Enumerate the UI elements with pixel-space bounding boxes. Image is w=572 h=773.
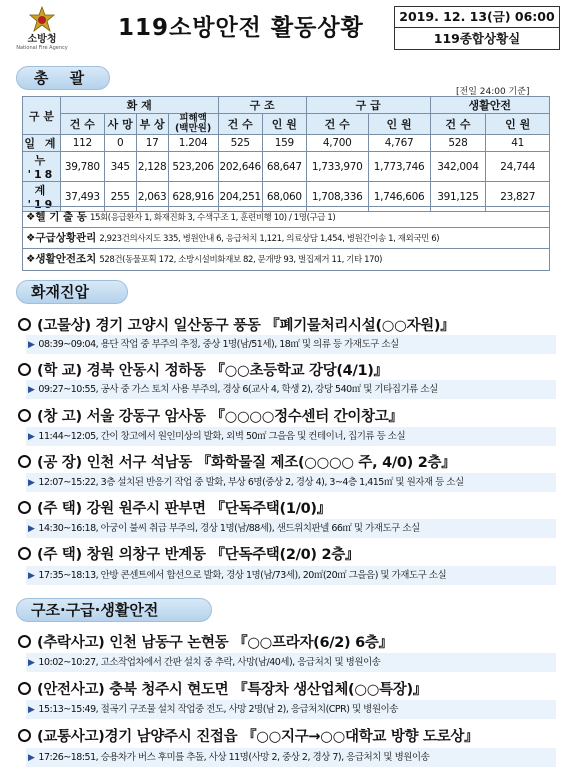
agency-logo [16,6,68,52]
list-item [18,631,393,652]
logo-subtext: National Fire Agency [16,45,68,51]
list-item [18,451,455,472]
info-text: 15회(응급환자 1, 화재진화 3, 수색구조 1, 훈련비행 10) / 1명(구급 1) [89,213,336,223]
logo-text: 소방청 [27,34,57,45]
item-title: (공 장) 인천 서구 석남동 『화학물질 제조(○○○○ 주, 4/0) 2층』 [37,455,456,471]
table-cell: 159 [262,135,306,152]
triangle-bullet-icon: ▶ [28,524,35,534]
summary-heading: 총 괄 [16,66,110,90]
summary-info [22,206,550,271]
list-item [18,678,427,699]
triangle-bullet-icon: ▶ [28,432,35,442]
list-item [18,497,331,518]
triangle-bullet-icon: ▶ [28,340,35,350]
circle-bullet-icon [18,318,31,331]
circle-bullet-icon [18,729,31,742]
table-cell: 23,827 [486,182,550,212]
rescue-section-heading: 구조·구급·생활안전 [16,598,212,622]
row-label: 계 '19 [23,182,61,212]
table-cell: 24,744 [486,152,550,182]
circle-bullet-icon [18,363,31,376]
fire-agency-emblem-icon [27,6,57,34]
triangle-bullet-icon: ▶ [28,705,35,715]
col-fire-count: 건 수 [60,114,104,135]
row-label: 일 계 [23,135,61,152]
circle-bullet-icon [18,635,31,648]
col-rescue-persons: 인 원 [262,114,306,135]
table-cell: 528 [430,135,486,152]
col-ems-count: 건 수 [306,114,368,135]
info-row-helicopter [23,207,549,228]
table-cell: 2,063 [136,182,168,212]
col-fire-damage-label: 피해액 [179,113,207,124]
circle-bullet-icon [18,547,31,560]
item-detail-text: 17:26~18:51, 승용차가 버스 후미를 추돌, 사상 11명(사망 2, 중상 2, 경상 7), 응급처치 및 병원이송 [38,752,430,763]
list-item [18,405,403,426]
item-detail-text: 09:27~10:55, 공사 중 가스 토치 사용 부주의, 경상 6(교사 4, 학생 2), 강당 540㎡ 및 기타집기류 소실 [38,384,438,395]
list-item [18,725,478,746]
item-detail-text: 08:39~09:04, 용단 작업 중 부주의 추정, 중상 1명(남/51세), 18㎡ 및 의류 등 가재도구 소실 [38,339,399,350]
circle-bullet-icon [18,455,31,468]
table-cell: 204,251 [218,182,262,212]
table-cell: 255 [104,182,136,212]
item-title: (주 택) 창원 의창구 반계동 『단독주택(2/0) 2층』 [37,547,360,563]
report-header [0,0,572,58]
item-detail-text: 14:30~16:18, 아궁이 불씨 취급 부주의, 경상 1명(남/88세), 샌드위치판넬 66㎡ 및 가재도구 소실 [38,523,420,534]
circle-bullet-icon [18,682,31,695]
table-row [23,135,550,152]
triangle-bullet-icon: ▶ [28,753,35,763]
item-detail [26,335,556,354]
table-cell: 523,206 [168,152,218,182]
table-cell: 4,767 [368,135,430,152]
col-fire-damage-unit: (백만원) [174,123,212,134]
item-title: (창 고) 서울 강동구 암사동 『○○○○정수센터 간이창고』 [37,409,403,425]
table-cell: 112 [60,135,104,152]
fire-section-heading: 화재진압 [16,280,128,304]
triangle-bullet-icon: ▶ [28,385,35,395]
report-office: 119종합상황실 [433,31,521,46]
table-cell: 1,708,336 [306,182,368,212]
table-cell: 4,700 [306,135,368,152]
list-item [18,359,388,380]
item-detail [26,566,556,585]
item-detail-text: 10:02~10:27, 고소작업차에서 간판 설치 중 추락, 사망(남/40세), 응급처치 및 병원이송 [38,657,381,668]
table-cell: 0 [104,135,136,152]
table-row [23,152,550,182]
list-item [18,314,454,335]
item-detail [26,653,556,672]
col-fire-damage [168,114,218,135]
page-title: 119소방안전 활동상황 [118,15,364,41]
table-cell: 39,780 [60,152,104,182]
col-ems-persons: 인 원 [368,114,430,135]
item-title: (안전사고) 충북 청주시 현도면 『특장차 생산업체(○○특장)』 [37,682,427,698]
table-cell: 68,647 [262,152,306,182]
item-title: (주 택) 강원 원주시 판부면 『단독주택(1/0)』 [37,501,331,517]
item-title: (추락사고) 인천 남동구 논현동 『○○프라자(6/2) 6층』 [37,635,393,651]
table-cell: 628,916 [168,182,218,212]
item-detail [26,748,556,767]
list-item [18,543,359,564]
item-title: (고물상) 경기 고양시 일산동구 풍동 『폐기물처리시설(○○자원)』 [37,318,455,334]
summary-basis: [전일 24:00 기준] [456,87,530,97]
table-cell: 1,733,970 [306,152,368,182]
item-title: (학 교) 경북 안동시 정하동 『○○초등학교 강당(4/1)』 [37,363,388,379]
table-cell: 525 [218,135,262,152]
info-text: 2,923건의사지도 335, 병원안내 6, 응급처치 1,121, 의료상담 1,454, 병원간이송 1, 재외국민 6) [99,234,440,244]
col-group-safety: 생활안전 [430,97,549,114]
item-detail [26,519,556,538]
info-label: ❖구급상황관리 [26,232,97,244]
info-label: ❖헬 기 출 동 [26,211,87,223]
triangle-bullet-icon: ▶ [28,478,35,488]
col-rescue-count: 건 수 [218,114,262,135]
table-cell: 1,773,746 [368,152,430,182]
table-cell: 2,128 [136,152,168,182]
table-cell: 41 [486,135,550,152]
col-group-rescue: 구 조 [218,97,306,114]
circle-bullet-icon [18,409,31,422]
col-group-ems: 구 급 [306,97,430,114]
summary-table [22,96,550,212]
table-cell: 1.204 [168,135,218,152]
row-label: 누 '18 [23,152,61,182]
item-detail-text: 11:44~12:05, 간이 창고에서 원인미상의 발화, 외벽 50㎡ 그을음 및 컨테이너, 집기류 등 소실 [38,431,406,442]
item-detail [26,700,556,719]
col-fire-injury: 부 상 [136,114,168,135]
table-cell: 37,493 [60,182,104,212]
item-detail [26,380,556,399]
info-row-ems-management [23,228,549,249]
col-safety-persons: 인 원 [486,114,550,135]
table-cell: 68,060 [262,182,306,212]
col-group-fire: 화 재 [60,97,218,114]
date-box [394,6,560,50]
item-detail [26,427,556,446]
triangle-bullet-icon: ▶ [28,658,35,668]
table-cell: 391,125 [430,182,486,212]
table-cell: 345 [104,152,136,182]
table-cell: 202,646 [218,152,262,182]
table-cell: 1,746,606 [368,182,430,212]
item-detail-text: 15:13~15:49, 절곡기 구조물 설치 작업중 전도, 사망 2명(남 2), 응급처치(CPR) 및 병원이송 [38,704,398,715]
info-row-safety [23,249,549,270]
info-text: 528건(동물포획 172, 소방시설비화재보 82, 문개방 93, 벌집제거 11, 기타 170) [99,255,383,265]
triangle-bullet-icon: ▶ [28,571,35,581]
col-safety-count: 건 수 [430,114,486,135]
item-detail-text: 12:07~15:22, 3층 설치된 반응기 작업 중 발화, 부상 6명(중상 2, 경상 4), 3~4층 1,415㎡ 및 원자재 등 소실 [38,477,464,488]
circle-bullet-icon [18,501,31,514]
item-detail [26,473,556,492]
report-date: 2019. 12. 13(금) 06:00 [395,7,559,28]
item-title: (교통사고)경기 남양주시 진접읍 『○○지구→○○대학교 방향 도로상』 [37,729,479,745]
info-label: ❖생활안전조치 [26,253,97,265]
col-fire-death: 사 망 [104,114,136,135]
item-detail-text: 17:35~18:13, 안방 콘센트에서 합선으로 발화, 경상 1명(남/73세), 20㎡(20㎡ 그을음) 및 가재도구 소실 [38,570,447,581]
table-cell: 342,004 [430,152,486,182]
col-group-label: 구 분 [23,97,61,135]
table-cell: 17 [136,135,168,152]
